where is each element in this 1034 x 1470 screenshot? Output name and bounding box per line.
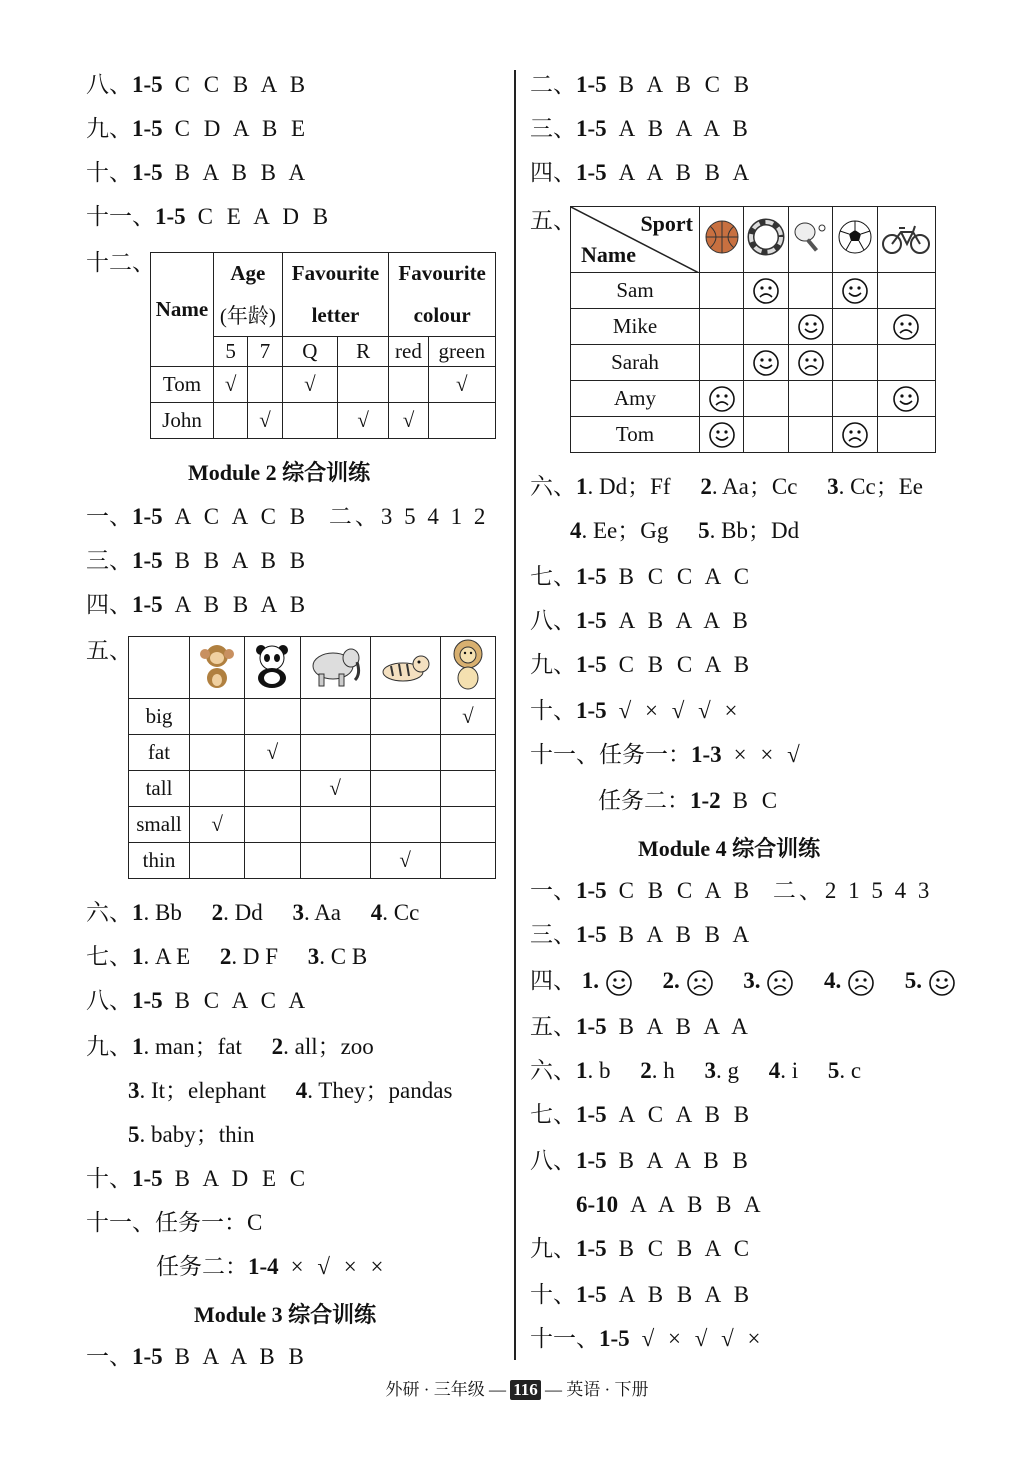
face	[766, 968, 794, 993]
sad-face-icon	[686, 969, 714, 997]
sport-header: Sport	[640, 211, 693, 236]
sub-header: R	[337, 337, 388, 367]
face-cell	[744, 381, 788, 417]
sad-face-icon	[892, 313, 920, 341]
check-cell	[370, 699, 440, 735]
row-name: Sam	[571, 273, 700, 309]
table-row	[129, 771, 496, 807]
sad-face-icon	[752, 277, 780, 305]
answer-line: 八、1-5 A B A A B	[530, 608, 752, 633]
face-cell	[700, 273, 744, 309]
sad-face-icon	[841, 421, 869, 449]
face	[686, 968, 714, 993]
check-cell	[190, 843, 245, 879]
check-cell	[190, 699, 245, 735]
sad-face-icon	[797, 349, 825, 377]
check-cell: √	[248, 403, 282, 439]
face-cell	[877, 417, 935, 453]
happy-face-icon	[752, 349, 780, 377]
fav-colour-header: Favourite	[389, 253, 496, 295]
answer-line: 四、 1. 2. 3. 4. 5.	[530, 966, 956, 997]
page-number: 116	[510, 1380, 541, 1400]
happy-face-icon	[892, 385, 920, 413]
check-cell	[389, 367, 428, 403]
answer-line: 九、1-5 B C B A C	[530, 1236, 754, 1261]
panda-icon	[245, 637, 300, 699]
answer-line: 八、1-5 B C A C A	[86, 988, 310, 1013]
sport-table	[570, 206, 936, 453]
row-word: big	[129, 699, 190, 735]
face-cell	[700, 417, 744, 453]
table-row	[571, 381, 936, 417]
check-cell: √	[214, 367, 248, 403]
check-cell	[245, 807, 300, 843]
answer-line: 任务二：1-2 B C	[598, 788, 782, 813]
face-cell	[788, 417, 832, 453]
ping-pong-icon	[788, 207, 832, 273]
sub-header: 5	[214, 337, 248, 367]
answer-line: 十一、任务一：1-3 × × √	[530, 742, 804, 767]
answer-line: 七、1. A E 2. D F 3. C B	[86, 944, 368, 969]
answer-line: 六、1. Dd；Ff 2. Aa；Cc 3. Cc；Ee	[530, 474, 923, 499]
section-label: 五、	[530, 208, 576, 233]
face-cell	[788, 309, 832, 345]
row-name: John	[151, 403, 214, 439]
basketball-icon	[700, 207, 744, 273]
table-row	[129, 735, 496, 771]
answer-line: 4. Ee；Gg 5. Bb；Dd	[570, 518, 800, 543]
row-name: Amy	[571, 381, 700, 417]
answer-line: 十一、1-5 C E A D B	[86, 204, 333, 229]
monkey-icon	[190, 637, 245, 699]
face	[847, 968, 875, 993]
table-row	[129, 843, 496, 879]
check-cell	[245, 771, 300, 807]
name-header: Name	[581, 242, 636, 267]
check-cell	[440, 807, 495, 843]
table-row	[571, 309, 936, 345]
face-cell	[877, 345, 935, 381]
check-cell	[300, 807, 370, 843]
answer-line: 九、1-5 C D A B E	[86, 116, 310, 141]
face-cell	[833, 309, 877, 345]
answer-line: 四、1-5 A A B B A	[530, 160, 754, 185]
row-word: tall	[129, 771, 190, 807]
answer-line: 七、1-5 A C A B B	[530, 1102, 754, 1127]
happy-face-icon	[841, 277, 869, 305]
check-cell: √	[282, 367, 337, 403]
answer-line: 八、1-5 B A A B B	[530, 1148, 752, 1173]
face-cell	[744, 345, 788, 381]
check-cell: √	[440, 699, 495, 735]
answer-line: 十、1-5 √ × √ √ ×	[530, 698, 742, 723]
module-3-title: Module 3 综合训练	[194, 1302, 377, 1327]
check-cell	[440, 771, 495, 807]
animal-table	[128, 636, 496, 879]
check-cell	[370, 807, 440, 843]
row-name: Tom	[571, 417, 700, 453]
check-cell: √	[190, 807, 245, 843]
check-cell: √	[389, 403, 428, 439]
tiger-icon	[370, 637, 440, 699]
answer-line: 一、1-5 C B C A B 二、2 1 5 4 3	[530, 878, 933, 903]
face-cell	[700, 345, 744, 381]
row-name: Mike	[571, 309, 700, 345]
happy-face-icon	[605, 969, 633, 997]
sub-header: 7	[248, 337, 282, 367]
answer-line: 三、1-5 B B A B B	[86, 548, 310, 573]
check-cell	[440, 735, 495, 771]
face-cell	[700, 309, 744, 345]
face-cell	[877, 381, 935, 417]
check-cell	[190, 735, 245, 771]
elephant-icon	[300, 637, 370, 699]
face	[605, 968, 633, 993]
answer-line: 九、1-5 C B C A B	[530, 652, 754, 677]
row-word: fat	[129, 735, 190, 771]
answer-line: 十、1-5 B A B B A	[86, 160, 310, 185]
check-cell	[300, 735, 370, 771]
answer-line: 六、1. Bb 2. Dd 3. Aa 4. Cc	[86, 900, 420, 925]
sub-header: Q	[282, 337, 337, 367]
row-name: Tom	[151, 367, 214, 403]
table-row	[571, 273, 936, 309]
answer-line: 任务二：1-4 × √ × ×	[156, 1254, 388, 1279]
table-row	[151, 367, 496, 403]
check-cell: √	[428, 367, 495, 403]
face-cell	[788, 381, 832, 417]
footer-right: — 英语 · 下册	[545, 1380, 649, 1399]
check-cell	[282, 403, 337, 439]
check-cell	[248, 367, 282, 403]
check-cell	[428, 403, 495, 439]
happy-face-icon	[708, 421, 736, 449]
section-label: 十二、	[86, 250, 155, 275]
answer-line: 十一、1-5 √ × √ √ ×	[530, 1326, 765, 1351]
answer-line: 二、1-5 B A B C B	[530, 72, 754, 97]
answer-line: 十、1-5 A B B A B	[530, 1282, 754, 1307]
favourites-table	[150, 252, 496, 439]
face	[928, 968, 956, 993]
check-cell: √	[300, 771, 370, 807]
colour-header: colour	[389, 295, 496, 337]
happy-face-icon	[797, 313, 825, 341]
check-cell	[214, 403, 248, 439]
face-cell	[833, 381, 877, 417]
face-cell	[744, 273, 788, 309]
check-cell	[370, 735, 440, 771]
face-cell	[877, 273, 935, 309]
answer-line: 六、1. b 2. h 3. g 4. i 5. c	[530, 1058, 862, 1083]
check-cell	[337, 367, 388, 403]
table-row	[571, 417, 936, 453]
check-cell	[245, 843, 300, 879]
answer-line: 十、1-5 B A D E C	[86, 1166, 310, 1191]
sub-header: green	[428, 337, 495, 367]
letter-header: letter	[282, 295, 389, 337]
answer-line: 八、1-5 C C B A B	[86, 72, 310, 97]
check-cell: √	[337, 403, 388, 439]
row-word: thin	[129, 843, 190, 879]
name-header: Name	[151, 253, 214, 367]
row-word: small	[129, 807, 190, 843]
answer-line: 一、1-5 A C A C B 二、3 5 4 1 2	[86, 504, 489, 529]
face-cell	[788, 273, 832, 309]
table-row	[151, 403, 496, 439]
check-cell	[370, 771, 440, 807]
age-header: Age	[214, 253, 283, 295]
age-cn-header: (年龄)	[214, 295, 283, 337]
face-cell	[744, 309, 788, 345]
answer-line: 三、1-5 B A B B A	[530, 922, 754, 947]
column-divider	[514, 70, 516, 1360]
footer-left: 外研 · 三年级 —	[385, 1380, 506, 1399]
face-cell	[700, 381, 744, 417]
check-cell	[300, 699, 370, 735]
answer-line: 四、1-5 A B B A B	[86, 592, 310, 617]
page-footer	[0, 1375, 1034, 1400]
answer-line: 三、1-5 A B A A B	[530, 116, 752, 141]
answer-line: 九、1. man；fat 2. all；zoo	[86, 1034, 374, 1059]
face-cell	[744, 417, 788, 453]
lion-icon	[440, 637, 495, 699]
sad-face-icon	[708, 385, 736, 413]
answer-line: 5. baby；thin	[128, 1122, 255, 1147]
answer-line: 十一、任务一：C	[86, 1210, 263, 1235]
sub-header: red	[389, 337, 428, 367]
football-icon	[833, 207, 877, 273]
answer-line: 6-10 A A B B A	[576, 1192, 765, 1217]
face-cell	[877, 309, 935, 345]
bike-icon	[877, 207, 935, 273]
check-cell	[190, 771, 245, 807]
check-cell	[440, 843, 495, 879]
face-cell	[788, 345, 832, 381]
swim-ring-icon	[744, 207, 788, 273]
face-cell	[833, 345, 877, 381]
face-cell	[833, 417, 877, 453]
module-2-title: Module 2 综合训练	[188, 460, 371, 485]
table-row	[129, 699, 496, 735]
section-label: 五、	[86, 638, 132, 663]
sad-face-icon	[847, 969, 875, 997]
table-row	[129, 807, 496, 843]
happy-face-icon	[928, 969, 956, 997]
check-cell: √	[245, 735, 300, 771]
row-name: Sarah	[571, 345, 700, 381]
check-cell	[300, 843, 370, 879]
answer-line: 一、1-5 B A A B B	[86, 1344, 308, 1369]
face-cell	[833, 273, 877, 309]
answer-line: 3. It；elephant 4. They；pandas	[128, 1078, 453, 1103]
answer-line: 五、1-5 B A B A A	[530, 1014, 752, 1039]
check-cell	[245, 699, 300, 735]
fav-letter-header: Favourite	[282, 253, 389, 295]
module-4-title: Module 4 综合训练	[638, 836, 821, 861]
table-row	[571, 345, 936, 381]
answer-line: 七、1-5 B C C A C	[530, 564, 754, 589]
sad-face-icon	[766, 969, 794, 997]
check-cell: √	[370, 843, 440, 879]
